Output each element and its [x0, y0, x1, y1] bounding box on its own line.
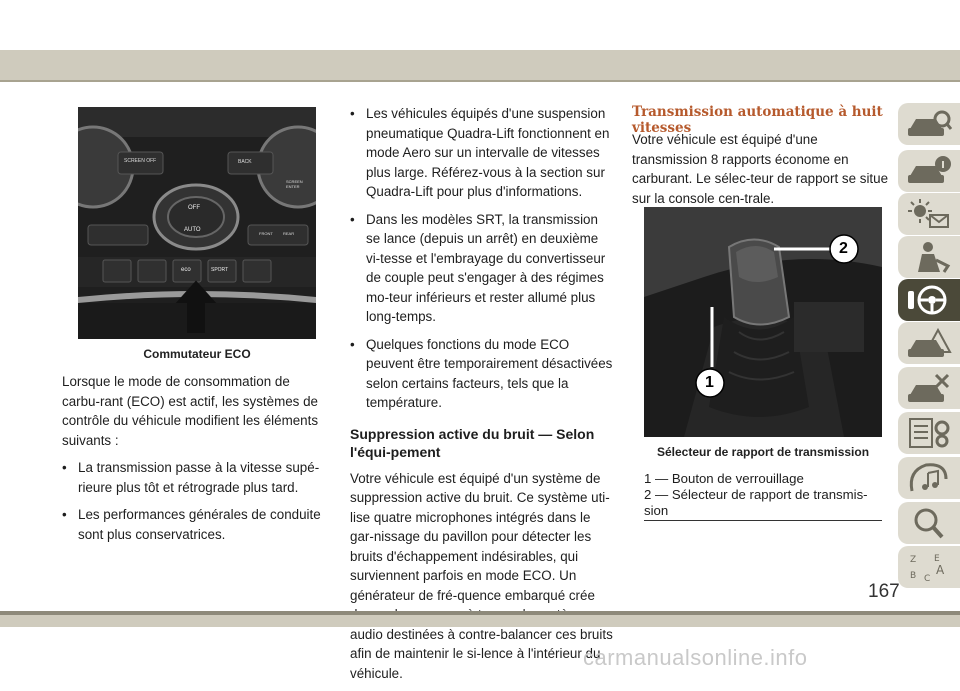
- screen-off-label: SCREEN OFF: [124, 158, 157, 164]
- multimedia-icon: [906, 461, 952, 495]
- car-inspection-icon: [906, 107, 952, 141]
- eco-label: eco: [181, 267, 191, 273]
- svg-text:E: E: [934, 554, 940, 564]
- tab-car-info[interactable]: [898, 150, 960, 192]
- warning-lights-icon: [906, 197, 952, 231]
- header-band: [0, 50, 960, 80]
- auto-label: AUTO: [184, 227, 201, 233]
- transmission-heading: Transmission automatique à huit vitesses: [632, 104, 883, 136]
- tab-service[interactable]: [898, 367, 960, 409]
- bullet-item: • Quelques fonctions du mode ECO peuvent être temporairement désactivées selon certains facteurs, tels que la température.: [350, 335, 614, 413]
- tab-car-inspection[interactable]: [898, 103, 960, 145]
- left-column-text: [62, 372, 330, 552]
- tab-specifications[interactable]: [898, 412, 960, 454]
- steering-wheel-icon: [906, 283, 952, 317]
- specifications-icon: [906, 416, 952, 450]
- middle-column-text: [350, 104, 614, 691]
- svg-text:Z: Z: [910, 555, 917, 565]
- footer-band: [0, 615, 960, 627]
- front-label: FRONT: [259, 231, 273, 236]
- safety-person-icon: [906, 240, 952, 274]
- eco-intro: Lorsque le mode de consommation de carbu-rant (ECO) est actif, les systèmes de contrôle du véhicule modifient les éléments suivants :: [62, 374, 319, 448]
- roadside-warning-icon: [906, 326, 952, 360]
- eco-switch-photo: [78, 107, 316, 339]
- bullet-item: • Les performances générales de conduite sont plus conservatrices.: [62, 505, 330, 544]
- bullet-item: • Les véhicules équipés d'une suspension pneumatique Quadra-Lift fonctionnent en mode Aero sur un intervalle de vitesses plus large. Référez-vous à la section sur Quadra-Lift pour plus d'informations.: [350, 104, 614, 202]
- legend-rule: [644, 520, 882, 521]
- tab-driving[interactable]: [898, 279, 960, 321]
- dashboard-controls-illustration: [78, 107, 316, 339]
- transmission-paragraph: Votre véhicule est équipé d'une transmission 8 rapports économe en carburant. Le sélec-teur de rapport se situe sur la console cen-trale.: [632, 132, 889, 206]
- page-number: 167: [868, 581, 900, 602]
- car-info-icon: [906, 154, 952, 188]
- sport-label: SPORT: [211, 267, 229, 273]
- transmission-paragraph-wrap: [632, 130, 894, 216]
- legend-item: 1 — Bouton de verrouillage: [644, 471, 804, 486]
- language-index-icon: [906, 550, 952, 584]
- figure-legend: [644, 471, 882, 519]
- callout-1: 1: [705, 374, 714, 391]
- gear-selector-caption: Sélecteur de rapport de transmission: [656, 445, 870, 459]
- car-service-icon: [906, 371, 952, 405]
- tab-language-index[interactable]: [898, 546, 960, 588]
- search-icon: [906, 506, 952, 540]
- callout-2: 2: [839, 240, 848, 257]
- screen-enter-label: SCREEN ENTER: [286, 179, 303, 189]
- svg-text:B: B: [910, 571, 917, 581]
- eco-switch-caption: Commutateur ECO: [143, 347, 251, 361]
- svg-text:C: C: [924, 574, 931, 584]
- noise-suppression-paragraph: Votre véhicule est équipé d'un système de suppression active du bruit. Ce système uti-lise quatre microphones intégrés dans le gar-nissage du pavillon pour détecter les bruits d'échappement indésirables, qui surviennent parfois en mode ECO. Un générateur de fré-quence embarqué crée audio destinées à contre-balancer ces bruits afin de maintenir le si-lence à l'intérieur du véhicule.: [350, 470, 613, 681]
- tab-warning-lights[interactable]: [898, 193, 960, 235]
- gear-selector-photo: [644, 207, 882, 437]
- tab-safety[interactable]: [898, 236, 960, 278]
- tab-search[interactable]: [898, 502, 960, 544]
- tab-multimedia[interactable]: [898, 457, 960, 499]
- svg-text:A: A: [936, 563, 945, 577]
- legend-item: 2 — Sélecteur de rapport de transmis-sion: [644, 487, 868, 518]
- rear-label: REAR: [283, 231, 295, 236]
- off-label: OFF: [188, 205, 200, 211]
- back-label: BACK: [238, 159, 252, 165]
- tab-roadside[interactable]: [898, 322, 960, 364]
- bullet-item: • La transmission passe à la vitesse supé-rieure plus tôt et rétrograde plus tard.: [62, 458, 330, 497]
- header-rule: [0, 80, 960, 82]
- noise-suppression-heading: Suppression active du bruit — Selon l'équi-pement: [350, 425, 595, 460]
- watermark: carmanualsonline.info: [583, 645, 808, 670]
- bullet-item: • Dans les modèles SRT, la transmission se lance (depuis un arrêt) en deuxième vi-tesse et l'embrayage du convertisseur de couple peut s'engager à des régimes mo-teur inférieurs et rester allumé plus long-temps.: [350, 210, 614, 327]
